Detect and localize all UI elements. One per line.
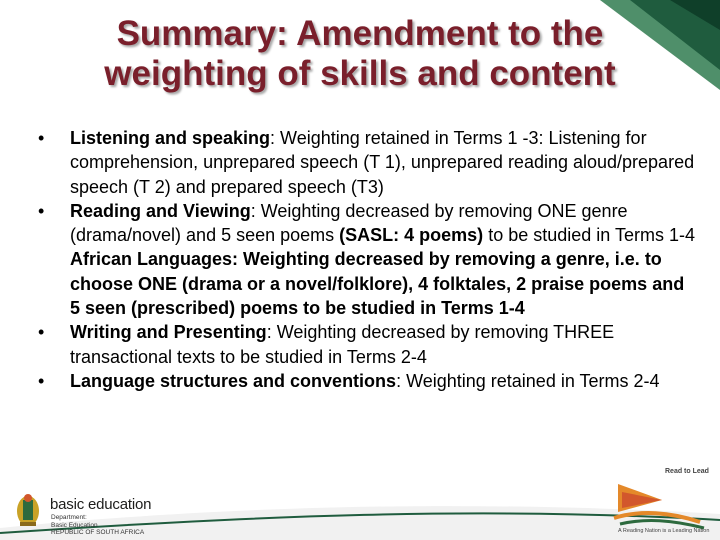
read-to-lead-logo-icon <box>600 466 716 536</box>
bullet-marker: • <box>38 322 45 343</box>
list-item <box>28 126 698 199</box>
bullet-marker: • <box>38 200 45 221</box>
bullet-text <box>70 369 698 393</box>
bullet-text <box>70 126 698 199</box>
bullet-body: : Weighting retained in Terms 1 -3: Listening for comprehension, unprepared speech (T 1), unprepared reading aloud/prepared speech (T 2) and prepared speech (T3) <box>70 128 695 197</box>
dept-line-3: REPUBLIC OF SOUTH AFRICA <box>51 529 145 536</box>
bullet-heading: Writing and Presenting <box>70 322 267 343</box>
bullet-body: : Weighting decreased by removing ONE genre (drama/novel) and 5 seen poems <box>70 200 628 246</box>
bullet-text <box>70 199 698 248</box>
bullet-marker: • <box>38 128 45 148</box>
title-line-2: weighting of skills and content <box>104 54 616 93</box>
list-item <box>28 320 698 369</box>
list-item <box>28 369 698 393</box>
bullet-body: to be studied in Terms 1-4 <box>483 225 695 246</box>
dept-line-1: Department: <box>51 514 87 521</box>
bullet-list <box>28 126 698 393</box>
department-subtext <box>51 514 144 537</box>
bullet-body: : Weighting decreased by removing THREE transactional texts to be studied in Terms 2-4 <box>70 322 615 367</box>
bullet-text <box>70 320 698 369</box>
slide-title <box>40 14 680 94</box>
read-to-lead-tagline: A Reading Nation is a Leading Nation <box>618 528 710 534</box>
dept-line-2: Basic Education <box>51 521 98 529</box>
basic-education-logo-text: basic education <box>50 496 152 513</box>
title-line-1: Summary: Amendment to the <box>116 14 604 53</box>
list-item <box>28 199 698 248</box>
bullet-body: : Weighting retained in Terms 2-4 <box>396 370 660 391</box>
bullet-marker: • <box>38 370 45 391</box>
read-to-lead-title: Read to Lead <box>665 468 709 475</box>
bullet-heading: Listening and speaking <box>70 128 271 148</box>
bullet-emphasis: (SASL: 4 poems) <box>339 225 484 246</box>
bullet-heading: Reading and Viewing <box>70 200 251 221</box>
list-subitem: African Languages: Weighting decreased by removing a genre, i.e. to choose ONE (drama or a novel/folklore), 4 folktales, 2 praise poems and 5 seen (prescribed) poems to be studied in Terms 1-4 <box>70 249 685 319</box>
bullet-heading: Language structures and conventions <box>70 370 397 391</box>
